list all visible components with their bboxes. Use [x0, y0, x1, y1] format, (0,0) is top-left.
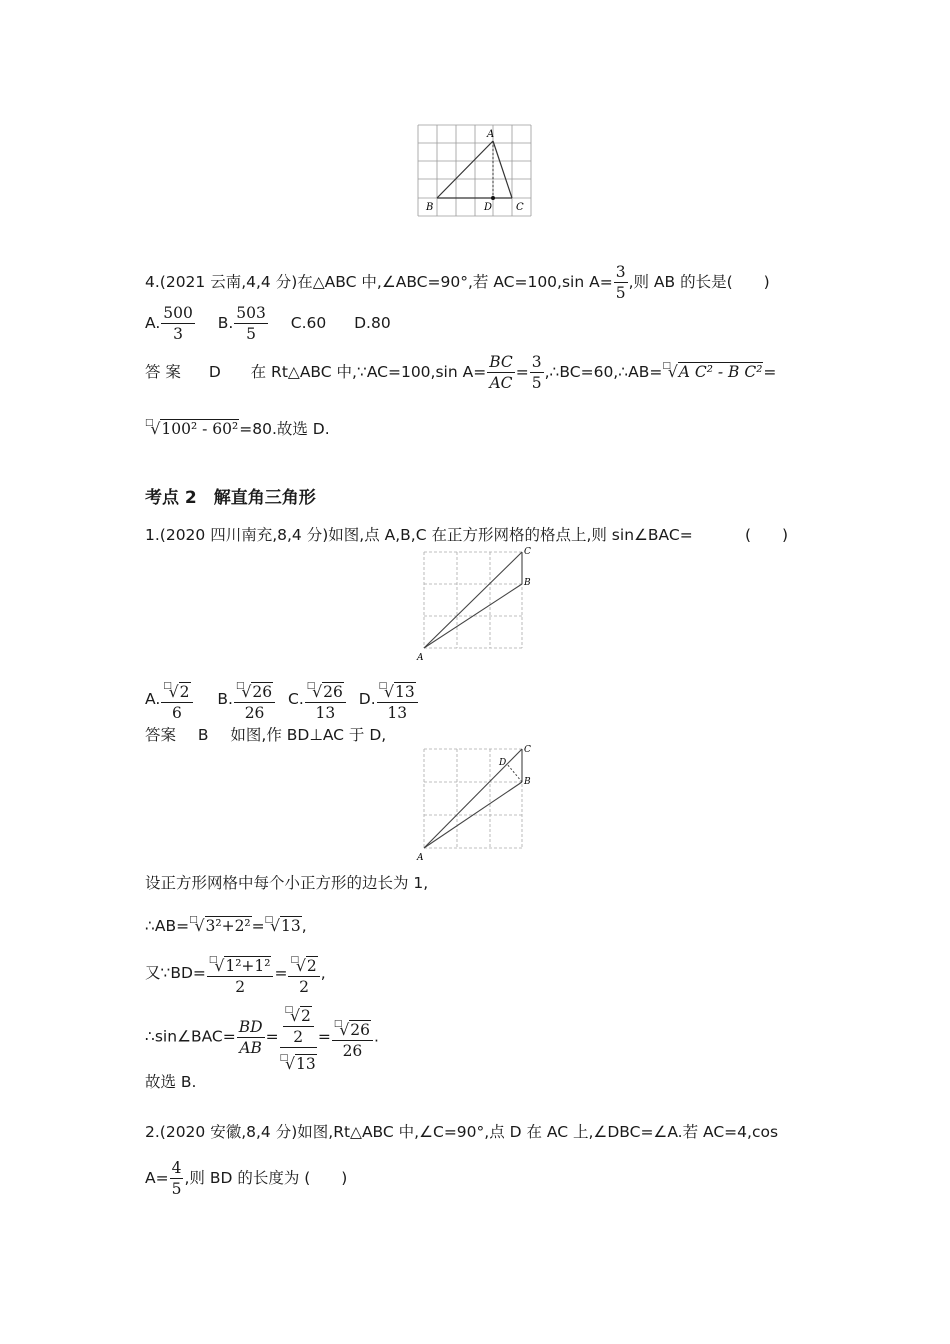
q1-solution-line5: 故选 B.: [145, 1073, 197, 1091]
label-c: C: [524, 745, 531, 755]
label-b: B: [524, 578, 531, 588]
q1-options: [145, 676, 419, 723]
label-d: D: [484, 202, 493, 213]
label-b: B: [426, 202, 434, 213]
q4-answer-line: 答 案 D 在 Rt△ABC 中,∵AC=100,sin A= $\frac{BC}{AC}$ = $\frac{3}{5}$ ,∴BC=60,∴AB=□√A C² - B C²=: [145, 353, 777, 392]
q1-answer-choice: B: [197, 726, 209, 744]
q2-stem-line2: A= $\frac{4}{5}$ ,则 BD 的长度为 ( ): [145, 1159, 348, 1198]
label-a: A: [487, 129, 495, 140]
q4-stem: 4.(2021 云南,4,4 分)在△ABC 中,∠ABC=90°,若 AC=100,sin A=: [145, 273, 613, 291]
q1-solution-line1: 设正方形网格中每个小正方形的边长为 1,: [145, 874, 429, 892]
q4-stem-tail: ,则 AB 的长是( ): [628, 273, 770, 291]
q4-fraction: $\frac{3}{5}$: [615, 263, 626, 302]
q4-option-a: A. $\frac{500}{3}$: [145, 304, 193, 343]
q4-stem-line: [145, 262, 770, 303]
label-c: C: [524, 547, 531, 557]
label-d: D: [499, 758, 507, 768]
figure-grid-triangle-abc: [412, 120, 537, 220]
q4-answer-label: 答 案: [145, 363, 181, 381]
q4-options: [145, 303, 391, 344]
label-a: A: [417, 853, 424, 863]
q4-answer-choice: D: [208, 363, 221, 381]
q1-bracket: ( ): [745, 526, 789, 544]
q1-solution-line4: ∴sin∠BAC= $\frac{BD}{AB}$ = $\frac{\frac{^□√2}{2}}{^□√13}$ = $\frac{^□√26}{26}$ .: [145, 1000, 379, 1074]
q4-answer-end: =80.故选 D.: [239, 420, 330, 438]
q4-option-c: C.60: [290, 314, 327, 332]
q1-option-b: B. $\frac{^□√26}{26}$: [217, 690, 276, 708]
q4-option-b: B. $\frac{503}{5}$: [217, 304, 266, 343]
q1-solution-line3: 又∵BD= $\frac{^□√1^2+1^2}{2}$ = $\frac{^□√2}{2}$ ,: [145, 950, 326, 997]
q4-option-d: D.80: [354, 314, 391, 332]
q1-answer-label: 答案: [145, 726, 177, 744]
q1-solution-line2: ∴AB=□√3²+2²=□√13,: [145, 915, 307, 935]
q1-answer-text: 如图,作 BD⊥AC 于 D,: [230, 726, 387, 744]
q4-sqrt-ac-bc: □√A C² - B C²: [662, 361, 763, 381]
q4-answer-line2: [145, 413, 330, 439]
label-c: C: [516, 202, 524, 213]
figure-grid-abc: [414, 544, 539, 664]
q1-option-d: D. $\frac{^□√13}{13}$: [359, 690, 419, 708]
label-a: A: [417, 653, 424, 663]
section-title: 考点 2 解直角三角形: [145, 488, 316, 508]
q1-stem: 1.(2020 四川南充,8,4 分)如图,点 A,B,C 在正方形网格的格点上,则 sin∠BAC=: [145, 526, 693, 544]
q1-answer-line: [145, 725, 386, 745]
q1-option-c: C. $\frac{^□√26}{13}$: [288, 690, 347, 708]
q1-stem-line: [145, 525, 693, 545]
q2-stem: 2.(2020 安徽,8,4 分)如图,Rt△ABC 中,∠C=90°,点 D 在 AC 上,∠DBC=∠A.若 AC=4,cos: [145, 1123, 779, 1141]
q4-answer-text: 在 Rt△ABC 中,∵AC=100,sin A=: [250, 363, 487, 381]
figure-grid-abc-with-d: [414, 744, 539, 864]
q1-option-a: A. $\frac{^□√2}{6}$: [145, 690, 194, 708]
q4-sqrt-numbers: □√100² - 60²: [145, 418, 239, 438]
label-b: B: [524, 777, 531, 787]
